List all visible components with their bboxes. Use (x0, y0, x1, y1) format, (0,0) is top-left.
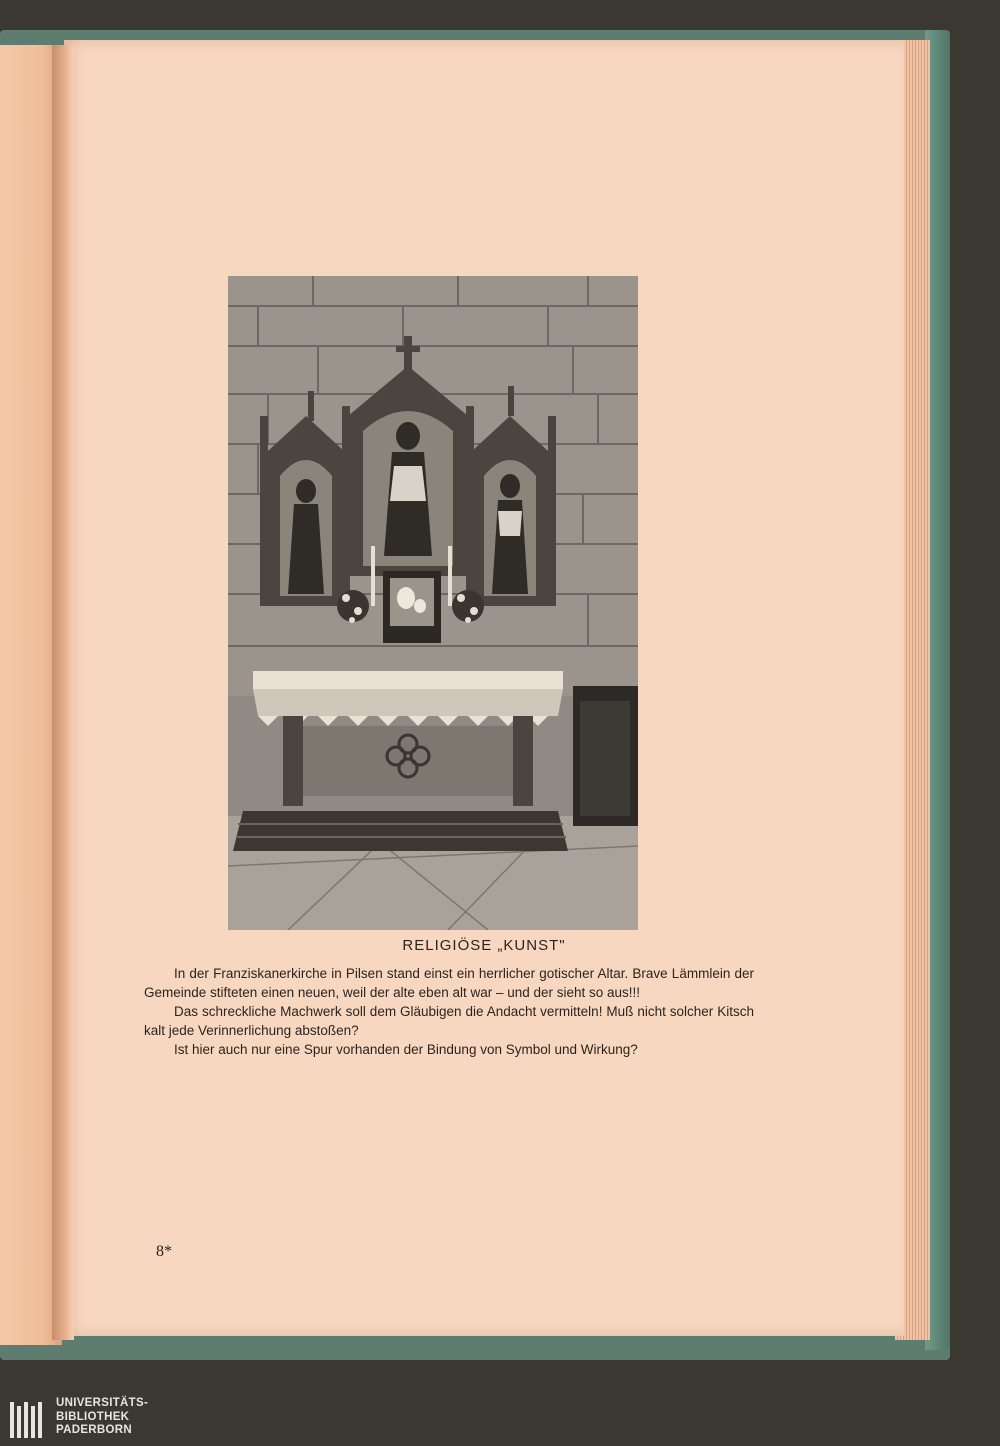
caption-paragraph: Das schreckliche Machwerk soll dem Gläubigen die Andacht vermitteln! Muß nicht solcher Kitsch kalt jede Verinnerlichung abstoßen? (144, 1004, 754, 1038)
library-name (56, 1397, 148, 1438)
altar-photograph (228, 276, 638, 930)
library-logo-icon (8, 1398, 48, 1442)
library-name-line: PADERBORN (56, 1424, 132, 1436)
library-footer (0, 1396, 1000, 1446)
caption-title: RELIGIÖSE „KUNST" (402, 937, 566, 954)
library-name-line: UNIVERSITÄTS- (56, 1397, 149, 1409)
library-name-line: BIBLIOTHEK (56, 1410, 130, 1423)
right-page (64, 40, 904, 1336)
page-number: 8* (156, 1243, 172, 1260)
caption-paragraph: In der Franziskanerkirche in Pilsen stand einst ein herrlicher gotischer Altar. Brave Lämmlein der Gemeinde stifteten einen neuen, weil der alte eben alt war – und der sieht so aus!!! (144, 966, 754, 1000)
caption-body (144, 964, 754, 1059)
book-gutter (52, 45, 74, 1340)
caption-paragraph: Ist hier auch nur eine Spur vorhanden der Bindung von Symbol und Wirkung? (174, 1042, 638, 1057)
